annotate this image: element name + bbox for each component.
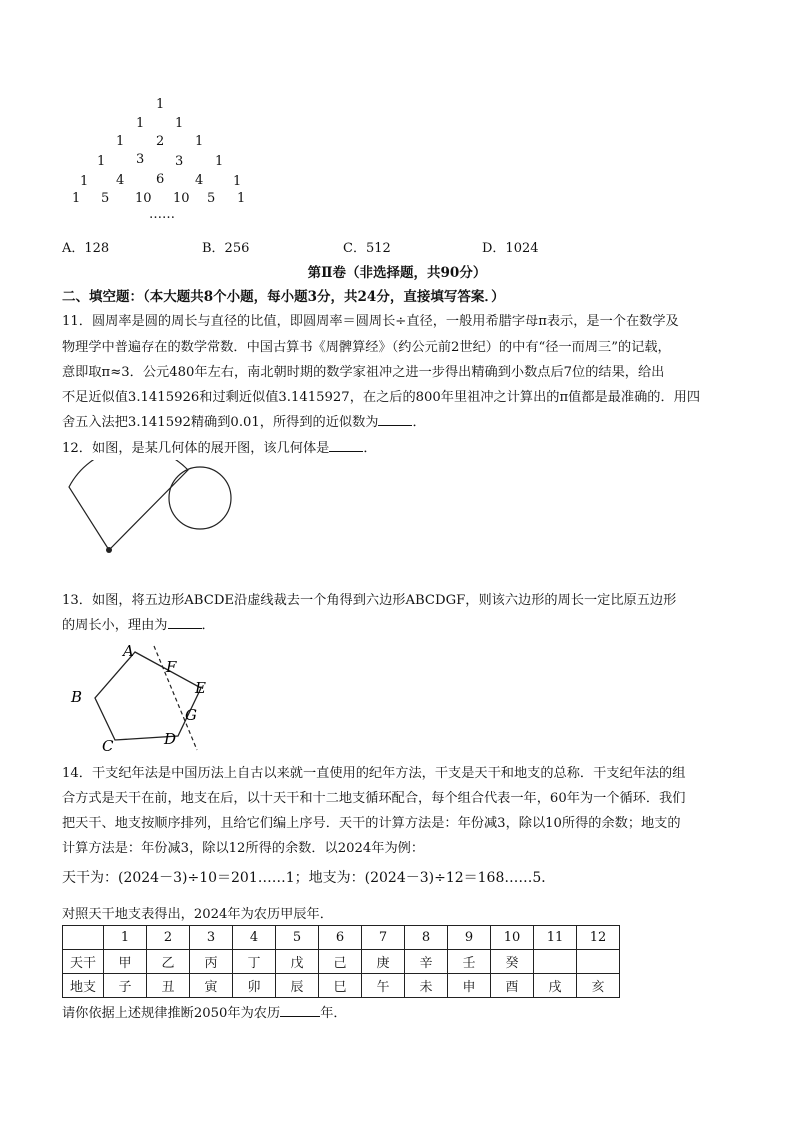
q14-formula: 天干为：(2024－3)÷10＝201……1；地支为：(2024－3)÷12＝168……5．: [62, 870, 556, 886]
q11-line-2: 物理学中普遍存在的数学常数．中国古算书《周髀算经》（约公元前2世纪）的中有“径一而周三”的记载，: [62, 340, 671, 355]
tri-5-0: 1: [72, 191, 81, 206]
tri-1-1: 1: [175, 116, 184, 131]
num-cell: 9: [448, 926, 491, 950]
tri-0-0: 1: [156, 97, 165, 112]
dizhi-cell: 辰: [276, 974, 319, 998]
tri-5-2: 10: [135, 191, 152, 206]
tiangan-cell: 丙: [190, 950, 233, 974]
tiangan-cell: 壬: [448, 950, 491, 974]
q14-line-2: 合方式是天干在前，地支在后，以十天干和十二地支循环配合，每个组合代表一年，60年为一个循环．我们: [62, 791, 686, 806]
num-cell: 11: [534, 926, 577, 950]
tri-4-4: 1: [233, 174, 242, 189]
pentagon-abcde: [95, 652, 201, 740]
num-cell: 1: [104, 926, 147, 950]
q11-answer-blank[interactable]: [378, 413, 412, 426]
q14-question-end: 年．: [320, 1006, 347, 1021]
dizhi-cell: 申: [448, 974, 491, 998]
pentagon-figure: [60, 636, 230, 756]
tri-3-0: 1: [97, 154, 106, 169]
q12-answer-blank[interactable]: [329, 439, 363, 452]
tri-4-2: 6: [156, 172, 165, 187]
tri-1-0: 1: [136, 116, 145, 131]
tri-5-5: 1: [237, 191, 246, 206]
q13-answer-blank[interactable]: [168, 616, 202, 629]
num-cell: 4: [233, 926, 276, 950]
num-cell: 6: [319, 926, 362, 950]
q11-line-3: 意即取π≈3．公元480年左右，南北朝时期的数学家祖冲之进一步得出精确到小数点后7位的结果，给出: [62, 365, 665, 380]
cone-net-figure: [60, 460, 240, 560]
q11-end: ．: [412, 415, 426, 430]
dizhi-cell: 戌: [534, 974, 577, 998]
q11-line-5-text: 舍五入法把3.141592精确到0.01，所得到的近似数为: [62, 415, 379, 430]
tiangan-cell: 丁: [233, 950, 276, 974]
q13-line-1: 13．如图，将五边形ABCDE沿虚线裁去一个角得到六边形ABCDGF，则该六边形的周长一定比原五边形: [62, 593, 677, 608]
q14-question-text: 请你依据上述规律推断2050年为农历: [62, 1006, 281, 1021]
dizhi-cell: 亥: [577, 974, 620, 998]
dizhi-label: 地支: [63, 974, 104, 998]
q14-line-3: 把天干、地支按顺序排列，且给它们编上序号．天干的计算方法是：年份减3，除以10所得的余数；地支的: [62, 816, 681, 831]
tri-2-0: 1: [116, 134, 125, 149]
tri-3-3: 1: [215, 154, 224, 169]
tri-4-0: 1: [80, 174, 89, 189]
q11-line-1: 11．圆周率是圆的周长与直径的比值，即圆周率＝圆周长÷直径，一般用希腊字母π表示，是一个在数学及: [62, 314, 679, 329]
dizhi-cell: 子: [104, 974, 147, 998]
table-row-numbers: [63, 926, 620, 950]
tiangan-cell: 辛: [405, 950, 448, 974]
tri-2-1: 2: [156, 134, 165, 149]
question-12: [62, 437, 377, 456]
tiangan-cell: 己: [319, 950, 362, 974]
q14-answer-blank[interactable]: [280, 1004, 320, 1017]
label-e: E: [195, 679, 206, 697]
tri-5-1: 5: [101, 191, 110, 206]
tiangan-cell: [577, 950, 620, 974]
table-cell-empty: [63, 926, 104, 950]
q12-text: 12．如图，是某几何体的展开图，该几何体是: [62, 441, 330, 456]
num-cell: 12: [577, 926, 620, 950]
tri-3-2: 3: [175, 154, 184, 169]
label-g: G: [185, 706, 197, 724]
tiangan-cell: 甲: [104, 950, 147, 974]
tiangan-cell: 戊: [276, 950, 319, 974]
option-b[interactable]: B．256: [202, 241, 250, 256]
ganzhi-table: [62, 925, 620, 998]
q14-table-intro: 对照天干地支表得出，2024年为农历甲辰年．: [62, 907, 333, 922]
q12-end: ．: [363, 441, 377, 456]
tri-3-1: 3: [136, 152, 145, 167]
tri-ellipsis: ……: [149, 207, 175, 222]
option-c[interactable]: C．512: [343, 241, 391, 256]
q13-line-2: [62, 614, 215, 633]
section-heading: 二、填空题：（本大题共8个小题，每小题3分，共24分，直接填写答案．）: [62, 289, 505, 305]
tiangan-label: 天干: [63, 950, 104, 974]
tri-5-4: 5: [207, 191, 216, 206]
tri-5-3: 10: [173, 191, 190, 206]
num-cell: 10: [491, 926, 534, 950]
option-d[interactable]: D．1024: [482, 241, 539, 256]
tiangan-cell: [534, 950, 577, 974]
tri-4-1: 4: [116, 173, 125, 188]
q14-line-1: 14．干支纪年法是中国历法上自古以来就一直使用的纪年方法，干支是天干和地支的总称．干支纪年法的组: [62, 766, 686, 781]
dizhi-cell: 酉: [491, 974, 534, 998]
base-circle: [169, 467, 231, 529]
label-c: C: [102, 737, 114, 755]
num-cell: 2: [147, 926, 190, 950]
apex-dot: [106, 547, 112, 553]
dizhi-cell: 巳: [319, 974, 362, 998]
label-f: F: [166, 658, 177, 676]
label-a: A: [123, 642, 134, 660]
q11-line-5: [62, 411, 426, 430]
tiangan-cell: 乙: [147, 950, 190, 974]
q14-question: [62, 1002, 347, 1021]
tiangan-cell: 癸: [491, 950, 534, 974]
q14-line-4: 计算方法是：年份减3，除以12所得的余数．以2024年为例：: [62, 841, 425, 856]
dizhi-cell: 卯: [233, 974, 276, 998]
dizhi-cell: 未: [405, 974, 448, 998]
table-row-tiangan: [63, 950, 620, 974]
tri-2-2: 1: [195, 134, 204, 149]
tri-4-3: 4: [195, 173, 204, 188]
dizhi-cell: 寅: [190, 974, 233, 998]
num-cell: 5: [276, 926, 319, 950]
label-d: D: [164, 730, 177, 748]
num-cell: 7: [362, 926, 405, 950]
part2-title: 第Ⅱ卷（非选择题，共90分）: [307, 265, 487, 281]
q11-line-4: 不足近似值3.1415926和过剩近似值3.1415927，在之后的800年里祖冲之计算出的π值都是最准确的．用四: [62, 390, 701, 405]
table-row-dizhi: [63, 974, 620, 998]
tiangan-cell: 庚: [362, 950, 405, 974]
num-cell: 3: [190, 926, 233, 950]
dizhi-cell: 丑: [147, 974, 190, 998]
label-b: B: [71, 688, 83, 706]
num-cell: 8: [405, 926, 448, 950]
option-a[interactable]: A．128: [62, 241, 110, 256]
dizhi-cell: 午: [362, 974, 405, 998]
q13-line-2-text: 的周长小，理由为: [62, 618, 168, 633]
q13-end: ．: [201, 618, 215, 633]
